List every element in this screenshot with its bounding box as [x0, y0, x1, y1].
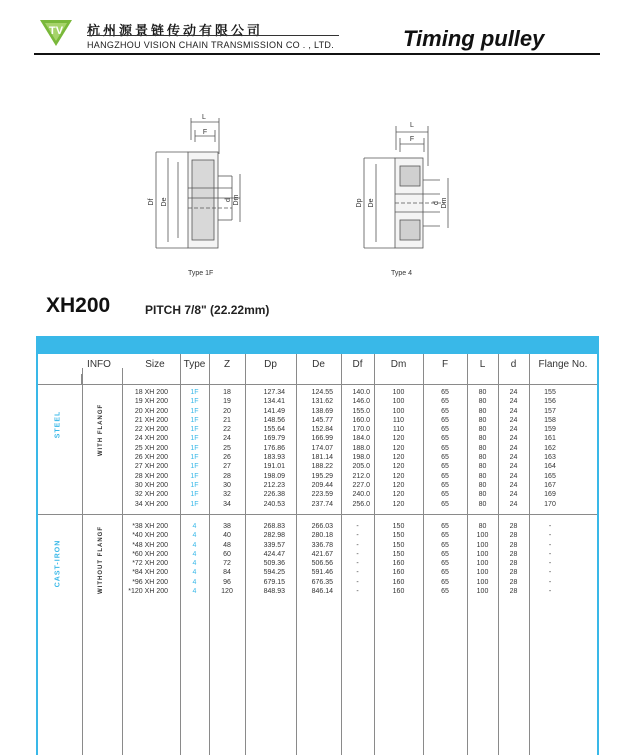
table-cell: 28: [509, 532, 518, 540]
table-cell: 27 XH 200: [134, 463, 168, 471]
table-cell: 24: [509, 472, 518, 480]
table-cell: 679.15: [263, 578, 285, 586]
table-cell: 26: [223, 454, 231, 462]
steel-dp-col: [245, 388, 285, 509]
table-cell: 148.56: [263, 416, 285, 424]
table-cell: 160: [392, 588, 405, 596]
table-cell: 4: [192, 550, 197, 558]
cast-dp-col: [245, 522, 285, 596]
table-cell: 30: [223, 481, 231, 489]
table-cell: 100: [476, 541, 489, 549]
table-cell: 4: [192, 523, 197, 530]
cast-z-col: [209, 522, 245, 596]
header-divider-small: [87, 35, 339, 36]
header-f: F: [441, 359, 449, 370]
table-cell: 164: [544, 463, 556, 471]
table-cell: 161: [544, 435, 556, 443]
table-cell: 120: [392, 435, 405, 443]
table-cell: 506.56: [311, 560, 333, 568]
table-cell: 1F: [190, 389, 199, 396]
table-cell: 165: [544, 472, 556, 480]
table-cell: 223.59: [311, 491, 333, 499]
table-cell: 80: [478, 472, 487, 480]
table-cell: 24: [223, 435, 231, 443]
group-material-cast-iron: CAST-IRON: [54, 539, 62, 588]
table-cell: 509.36: [263, 560, 285, 568]
table-cell: -: [548, 541, 552, 549]
table-cell: 120: [392, 463, 405, 471]
table-cell: 158: [544, 416, 556, 424]
table-cell: *60 XH 200: [132, 550, 168, 558]
table-cell: *96 XH 200: [132, 578, 168, 586]
table-cell: 30 XH 200: [134, 481, 168, 489]
table-cell: 24: [509, 454, 518, 462]
table-cell: 188.0: [352, 444, 370, 452]
table-cell: 28: [509, 560, 518, 568]
table-cell: 21 XH 200: [134, 416, 168, 424]
steel-de-col: [296, 388, 333, 509]
table-cell: 28: [509, 541, 518, 549]
table-cell: 4: [192, 532, 197, 540]
table-cell: *72 XH 200: [132, 560, 168, 568]
table-cell: 27: [223, 463, 231, 471]
table-cell: 163: [544, 454, 556, 462]
table-cell: 32 XH 200: [134, 491, 168, 499]
table-cell: 65: [441, 500, 449, 508]
table-cell: 18: [223, 389, 231, 396]
table-cell: 24 XH 200: [134, 435, 168, 443]
table-cell: 169: [544, 491, 556, 499]
table-cell: 145.77: [311, 416, 333, 424]
table-cell: 176.86: [263, 444, 285, 452]
table-top-band: [38, 338, 597, 354]
spec-table: [36, 336, 599, 755]
table-cell: 72: [223, 560, 231, 568]
table-cell: 38: [223, 523, 231, 530]
table-cell: -: [356, 578, 359, 586]
header-dm: Dm: [390, 359, 407, 370]
table-cell: 28: [509, 588, 518, 596]
table-cell: 96: [223, 578, 231, 586]
cast-size-col: [122, 522, 168, 596]
table-cell: 170.0: [352, 426, 370, 434]
table-cell: -: [548, 588, 552, 596]
table-cell: 4: [192, 578, 197, 586]
table-cell: 65: [441, 416, 449, 424]
table-cell: 65: [441, 472, 449, 480]
table-cell: 65: [441, 454, 449, 462]
table-cell: 846.14: [311, 588, 333, 596]
table-cell: 198.0: [352, 454, 370, 462]
svg-text:F: F: [202, 129, 208, 136]
cast-d-col: [498, 522, 529, 596]
table-cell: 65: [441, 481, 449, 489]
cast-l-col: [467, 522, 498, 596]
table-cell: 100: [476, 578, 489, 586]
table-cell: 80: [478, 444, 487, 452]
steel-d-col: [498, 388, 529, 509]
svg-text:Dp: Dp: [356, 198, 363, 208]
table-cell: 191.01: [263, 463, 285, 471]
table-cell: 28: [509, 523, 518, 530]
table-cell: -: [548, 532, 552, 540]
table-cell: 100: [392, 407, 405, 415]
table-cell: 160: [392, 569, 405, 577]
table-cell: -: [356, 550, 359, 558]
table-cell: 80: [478, 463, 487, 471]
type-4-caption: Type 4: [391, 270, 413, 277]
header-de: De: [312, 359, 325, 370]
table-cell: 120: [392, 491, 405, 499]
steel-dm-col: [374, 388, 423, 509]
table-cell: 65: [441, 398, 449, 406]
header-flange-no: Flange No.: [538, 359, 588, 370]
table-cell: -: [356, 523, 359, 530]
table-cell: 195.29: [311, 472, 333, 480]
table-cell: 84: [223, 569, 231, 577]
table-cell: 34: [223, 500, 231, 508]
table-cell: 188.22: [311, 463, 333, 471]
table-cell: 421.67: [311, 550, 333, 558]
table-cell: 120: [392, 500, 405, 508]
pulley-drawings: [120, 108, 500, 293]
table-cell: 34 XH 200: [134, 500, 168, 508]
table-cell: 1F: [190, 500, 199, 508]
table-cell: 150: [392, 541, 405, 549]
table-cell: 1F: [190, 398, 199, 406]
table-cell: 160: [392, 560, 405, 568]
table-cell: 256.0: [352, 500, 370, 508]
cast-f-col: [423, 522, 467, 596]
table-cell: 80: [478, 398, 487, 406]
table-cell: 65: [441, 389, 449, 396]
table-cell: 155.64: [263, 426, 285, 434]
table-cell: 22: [223, 426, 231, 434]
table-cell: 156: [544, 398, 556, 406]
table-cell: 28: [223, 472, 231, 480]
table-cell: -: [356, 560, 359, 568]
type-1f-caption: Type 1F: [188, 270, 214, 277]
model-title: XH200: [46, 294, 111, 317]
table-cell: 240.0: [352, 491, 370, 499]
table-cell: 4: [192, 560, 197, 568]
table-cell: 32: [223, 491, 231, 499]
table-cell: 24: [509, 426, 518, 434]
table-cell: 124.55: [311, 389, 333, 396]
header-divider: [34, 53, 600, 55]
type-4-drawing: [364, 126, 448, 248]
table-cell: 339.57: [263, 541, 285, 549]
table-cell: 120: [221, 588, 233, 596]
header-dp: Dp: [264, 359, 277, 370]
table-cell: 100: [476, 560, 489, 568]
table-cell: 100: [392, 398, 405, 406]
table-cell: 28: [509, 578, 518, 586]
svg-text:De: De: [161, 197, 168, 207]
pitch-label: PITCH 7/8" (22.22mm): [145, 303, 270, 317]
table-cell: 424.47: [263, 550, 285, 558]
table-cell: -: [548, 578, 552, 586]
company-name-english: HANGZHOU VISION CHAIN TRANSMISSION CO . , LTD.: [87, 40, 334, 50]
table-cell: 146.0: [352, 398, 370, 406]
table-cell: 162: [544, 444, 556, 452]
table-cell: 120: [392, 444, 405, 452]
table-cell: 1F: [190, 472, 199, 480]
svg-text:d: d: [433, 201, 440, 205]
svg-text:Df: Df: [148, 198, 155, 206]
table-cell: 28 XH 200: [134, 472, 168, 480]
table-cell: 1F: [190, 454, 199, 462]
table-cell: 198.09: [263, 472, 285, 480]
table-cell: *48 XH 200: [132, 541, 168, 549]
table-cell: 65: [441, 588, 449, 596]
table-cell: 48: [223, 541, 231, 549]
svg-text:Dm: Dm: [233, 194, 240, 206]
cast-type-col: [180, 522, 209, 596]
table-cell: -: [356, 569, 359, 577]
table-cell: 155: [544, 389, 556, 396]
table-cell: 65: [441, 426, 449, 434]
group-flange-steel: WITH FLANGF: [98, 403, 104, 457]
table-cell: 181.14: [311, 454, 333, 462]
table-cell: 1F: [190, 426, 199, 434]
table-cell: 80: [478, 500, 487, 508]
table-cell: 127.34: [263, 389, 285, 396]
logo-letters: TV: [48, 25, 64, 37]
table-cell: 80: [478, 481, 487, 489]
table-cell: 100: [392, 389, 405, 396]
table-cell: 4: [192, 588, 197, 596]
table-cell: 174.07: [311, 444, 333, 452]
table-cell: 1F: [190, 491, 199, 499]
cast-dm-col: [374, 522, 423, 596]
table-cell: 24: [509, 463, 518, 471]
table-cell: 19: [223, 398, 231, 406]
table-cell: 4: [192, 541, 197, 549]
table-cell: 167: [544, 481, 556, 489]
header-size: Size: [145, 359, 165, 370]
table-cell: 226.38: [263, 491, 285, 499]
table-cell: 282.98: [263, 532, 285, 540]
table-cell: 80: [478, 435, 487, 443]
table-cell: 65: [441, 444, 449, 452]
group-flange-cast-iron: WITHOUT FLANGF: [98, 526, 104, 594]
table-cell: -: [548, 550, 552, 558]
table-cell: 65: [441, 541, 449, 549]
table-cell: 141.49: [263, 407, 285, 415]
table-cell: 120: [392, 454, 405, 462]
table-cell: 65: [441, 523, 449, 530]
header-df: Df: [352, 359, 363, 370]
table-cell: 169.79: [263, 435, 285, 443]
table-cell: 20 XH 200: [134, 407, 168, 415]
table-cell: *38 XH 200: [132, 523, 168, 530]
table-cell: 26 XH 200: [134, 454, 168, 462]
table-cell: 1F: [190, 435, 199, 443]
table-cell: 594.25: [263, 569, 285, 577]
header-d: d: [510, 359, 517, 370]
table-cell: 19 XH 200: [134, 398, 168, 406]
table-cell: 24: [509, 398, 518, 406]
table-cell: 80: [478, 416, 487, 424]
table-cell: 166.99: [311, 435, 333, 443]
table-cell: 65: [441, 569, 449, 577]
table-cell: 1F: [190, 463, 199, 471]
table-cell: 120: [392, 472, 405, 480]
steel-type-col: [180, 388, 209, 509]
table-cell: 159: [544, 426, 556, 434]
table-cell: 212.23: [263, 481, 285, 489]
table-cell: 591.46: [311, 569, 333, 577]
table-cell: 205.0: [352, 463, 370, 471]
group-material-steel: STEEL: [54, 410, 62, 439]
table-cell: 80: [478, 407, 487, 415]
table-cell: 676.35: [311, 578, 333, 586]
table-cell: 22 XH 200: [134, 426, 168, 434]
table-cell: 24: [509, 435, 518, 443]
header-z: Z: [223, 359, 231, 370]
table-cell: 336.78: [311, 541, 333, 549]
table-cell: 24: [509, 407, 518, 415]
table-cell: 24: [509, 500, 518, 508]
steel-z-col: [209, 388, 245, 509]
table-cell: 65: [441, 578, 449, 586]
table-cell: 140.0: [352, 389, 370, 396]
table-cell: -: [548, 523, 552, 530]
table-cell: 138.69: [311, 407, 333, 415]
table-cell: *120 XH 200: [128, 588, 168, 596]
table-cell: 1F: [190, 481, 199, 489]
svg-text:d: d: [225, 198, 232, 202]
steel-df-col: [341, 388, 370, 509]
table-cell: -: [548, 569, 552, 577]
table-cell: 280.18: [311, 532, 333, 540]
table-cell: 150: [392, 532, 405, 540]
steel-l-col: [467, 388, 498, 509]
table-cell: 848.93: [263, 588, 285, 596]
table-cell: 150: [392, 550, 405, 558]
table-cell: 40: [223, 532, 231, 540]
table-cell: 24: [509, 481, 518, 489]
table-cell: 268.83: [263, 523, 285, 530]
table-cell: 227.0: [352, 481, 370, 489]
table-cell: 240.53: [263, 500, 285, 508]
table-cell: 25 XH 200: [134, 444, 168, 452]
table-cell: 4: [192, 569, 197, 577]
svg-text:De: De: [368, 198, 375, 208]
table-cell: 65: [441, 560, 449, 568]
svg-text:F: F: [409, 136, 415, 143]
company-logo: [37, 17, 75, 49]
table-cell: 28: [509, 569, 518, 577]
table-cell: 18 XH 200: [134, 389, 168, 396]
svg-text:L: L: [410, 122, 414, 129]
table-cell: 20: [223, 407, 231, 415]
table-cell: *84 XH 200: [132, 569, 168, 577]
svg-text:L: L: [202, 114, 206, 121]
table-cell: -: [548, 560, 552, 568]
table-cell: 1F: [190, 407, 199, 415]
table-cell: 1F: [190, 416, 199, 424]
table-cell: 24: [509, 444, 518, 452]
table-cell: 80: [478, 389, 487, 396]
table-cell: 100: [476, 588, 489, 596]
table-cell: 21: [223, 416, 231, 424]
table-cell: 60: [223, 550, 231, 558]
table-cell: 65: [441, 491, 449, 499]
table-cell: 65: [441, 435, 449, 443]
table-cell: 80: [478, 426, 487, 434]
table-cell: 80: [478, 523, 487, 530]
table-cell: 209.44: [311, 481, 333, 489]
table-cell: 157: [544, 407, 556, 415]
table-cell: -: [356, 588, 359, 596]
table-cell: 160.0: [352, 416, 370, 424]
table-cell: -: [356, 541, 359, 549]
table-cell: 24: [509, 389, 518, 396]
table-cell: 65: [441, 407, 449, 415]
cast-de-col: [296, 522, 333, 596]
table-cell: 100: [476, 569, 489, 577]
table-cell: 131.62: [311, 398, 333, 406]
table-cell: 1F: [190, 444, 199, 452]
page-title: Timing pulley: [403, 26, 545, 51]
table-cell: 134.41: [263, 398, 285, 406]
header-type: Type: [183, 359, 206, 370]
cast-flange-col: [529, 522, 571, 596]
table-cell: 100: [476, 532, 489, 540]
steel-size-col: [122, 388, 168, 509]
table-cell: 160: [392, 578, 405, 586]
table-cell: 24: [509, 491, 518, 499]
cast-df-col: [341, 522, 374, 596]
table-cell: 65: [441, 463, 449, 471]
type-1f-drawing: [156, 118, 240, 248]
table-cell: 65: [441, 532, 449, 540]
table-cell: 100: [476, 550, 489, 558]
company-name-chinese: 杭州源景链传动有限公司: [87, 24, 264, 39]
table-cell: 212.0: [352, 472, 370, 480]
table-cell: *40 XH 200: [132, 532, 168, 540]
table-cell: 155.0: [352, 407, 370, 415]
table-cell: -: [356, 532, 359, 540]
table-cell: 266.03: [311, 523, 333, 530]
table-cell: 120: [392, 481, 405, 489]
table-cell: 237.74: [311, 500, 333, 508]
header-info: INFO: [87, 359, 111, 370]
header-l: L: [479, 359, 486, 370]
table-cell: 110: [392, 426, 405, 434]
table-cell: 25: [223, 444, 231, 452]
table-cell: 184.0: [352, 435, 370, 443]
steel-f-col: [423, 388, 467, 509]
table-cell: 170: [544, 500, 556, 508]
steel-flange-col: [529, 388, 571, 509]
table-cell: 150: [392, 523, 405, 530]
table-cell: 24: [509, 416, 518, 424]
svg-text:Dm: Dm: [441, 197, 448, 209]
table-cell: 80: [478, 491, 487, 499]
table-cell: 183.93: [263, 454, 285, 462]
table-cell: 65: [441, 550, 449, 558]
table-cell: 110: [392, 416, 405, 424]
table-cell: 80: [478, 454, 487, 462]
table-cell: 152.84: [311, 426, 333, 434]
table-cell: 28: [509, 550, 518, 558]
